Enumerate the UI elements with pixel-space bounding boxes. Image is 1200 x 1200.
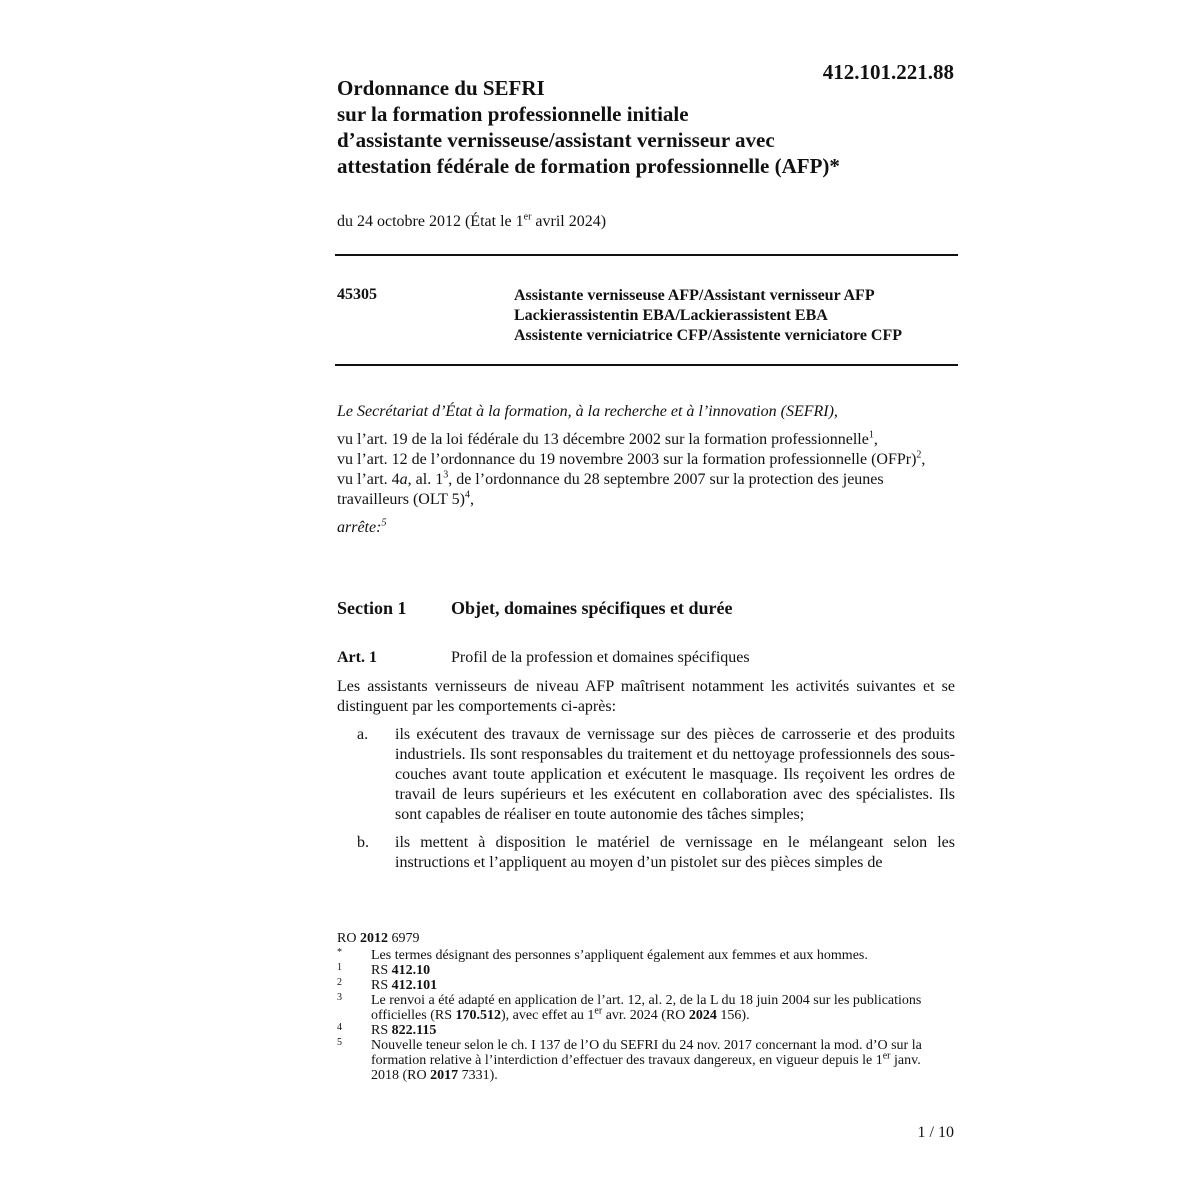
legal-basis-3: vu l’art. 4a, al. $1^3$, de l’ordonnance du 28 septembre 2007 sur la protection des jeunes travailleurs (OLT 5)$^4$, [337, 469, 884, 508]
footnote-link[interactable]: 412.10 [391, 963, 431, 978]
footnote-mark: 3 [337, 992, 342, 1003]
footnote-text: janv. 2018 (RO [371, 1053, 921, 1083]
preamble [337, 402, 959, 538]
footnote-link[interactable]: 822.115 [391, 1023, 437, 1038]
legal-basis-1: vu l’art. 19 de la loi fédérale du 13 décembre 2002 sur la formation professionnelle$^1$, [337, 429, 878, 448]
horizontal-rule [335, 364, 958, 366]
date-text-end: avril 2024) [531, 213, 607, 230]
footnote-ref[interactable]: 1 [868, 429, 874, 441]
list-item-text: ils mettent à disposition le matériel de vernissage en le mélangeant selon les instructions et l’appliquent au moyen d’un pistolet sur des pièces simples de [395, 834, 955, 871]
date-text: du 24 octobre 2012 (État le 1 [337, 213, 524, 230]
legal-basis-2: vu l’art. 12 de l’ordonnance du 19 novembre 2003 sur la formation professionnelle (OFPr)$^2$, [337, 449, 926, 468]
designation-fr: Assistante vernisseuse AFP/Assistant vernisseur AFP [514, 287, 875, 304]
footnote-ref[interactable]: 4 [464, 489, 470, 501]
decision-clause [337, 518, 959, 538]
ro-year: 2012 [359, 931, 388, 946]
footnote-text: RS [371, 963, 392, 978]
footnote [337, 1023, 947, 1038]
ro-page: 6979 [387, 931, 420, 946]
footnote-text: Nouvelle teneur selon le ch. I 137 de l’O du SEFRI du 24 nov. 2017 concernant la mod. d’O sur la formation relative à l’interdiction d’effectuer des travaux dangereux, en vigueur depuis le 1 [371, 1038, 922, 1068]
footnote-superscript: er [594, 1005, 603, 1017]
section-label: Section 1 [337, 598, 407, 618]
footnote-mark: * [337, 947, 342, 958]
legal-basis-italic: a [399, 471, 408, 488]
profession-designations [514, 286, 902, 346]
list-item-label: a. [357, 726, 369, 743]
footnote-text: avr. 2024 (RO [602, 1008, 689, 1023]
document-title [337, 75, 937, 179]
document-date [337, 213, 606, 231]
footnote-link[interactable]: 170.512 [455, 1008, 502, 1023]
issuing-authority: Le Secrétariat d’État à la formation, à la recherche et à l’innovation (SEFRI), [337, 403, 838, 420]
article-heading [337, 649, 750, 667]
footnote-link[interactable]: 412.101 [391, 978, 438, 993]
legal-basis-text: vu l’art. 4 [337, 471, 400, 488]
designation-de: Lackierassistentin EBA/Lackierassistent EBA [514, 307, 828, 324]
legal-basis-text: vu l’art. 12 de l’ordonnance du 19 novembre 2003 sur la formation professionnelle (OFPr) [337, 451, 917, 468]
horizontal-rule [335, 254, 958, 256]
footnotes [337, 931, 947, 1083]
legal-basis-text: , al. 1 [407, 471, 444, 488]
list-item [337, 725, 955, 825]
footnote-text: 7331). [458, 1068, 498, 1083]
footnote-ref[interactable]: 2 [916, 449, 922, 461]
footnote-text: Les termes désignant des personnes s’appliquent également aux femmes et aux hommes. [371, 948, 868, 963]
footnote [337, 993, 947, 1023]
legal-basis-text: , de l’ordonnance du 28 septembre 2007 sur la protection des jeunes travailleurs (OLT 5) [337, 471, 884, 508]
section-title: Objet, domaines spécifiques et durée [451, 598, 733, 618]
footnote [337, 978, 947, 993]
page-number: 1 / 10 [917, 1124, 954, 1141]
legal-basis-text: vu l’art. 19 de la loi fédérale du 13 décembre 2002 sur la formation professionnelle [337, 431, 869, 448]
title-line: Ordonnance du SEFRI [337, 76, 545, 100]
title-line: attestation fédérale de formation professionnelle (AFP)* [337, 154, 840, 178]
footnote-text: ), avec effet au 1 [501, 1008, 595, 1023]
footnote-link[interactable]: 2017 [430, 1068, 459, 1083]
list-item [337, 833, 955, 873]
footnote-link[interactable]: 2024 [688, 1008, 717, 1023]
footnote [337, 948, 947, 963]
footnote-text: 156). [716, 1008, 750, 1023]
list-item-text: ils exécutent des travaux de vernissage sur des pièces de carrosserie et des produits industriels. Ils sont responsables du traitement et du nettoyage professionnels des sous-couches avant toute application et exécutent le masquage. Ils reçoivent les ordres de travail de leurs supérieurs et les exécutent en collaboration avec des spécialistes. Ils sont capables de réaliser en toute autonomie des tâches simples; [395, 726, 955, 823]
footnote-superscript: er [882, 1050, 891, 1062]
footnote-ref[interactable]: 3 [443, 469, 449, 481]
footnote-mark: 4 [337, 1022, 342, 1033]
article-label: Art. 1 [337, 649, 377, 666]
decision-text: arrête: [337, 519, 382, 536]
article-body [337, 677, 955, 881]
section-heading [337, 598, 733, 619]
article-list [337, 725, 955, 873]
footnote [337, 963, 947, 978]
date-superscript: er [523, 211, 532, 223]
profession-code: 45305 [337, 286, 377, 303]
ro-prefix: RO [337, 931, 360, 946]
footnote-mark: 1 [337, 962, 342, 973]
footnote-mark: 2 [337, 977, 342, 988]
footnote [337, 1038, 947, 1083]
article-title: Profil de la profession et domaines spécifiques [451, 649, 750, 666]
article-intro: Les assistants vernisseurs de niveau AFP maîtrisent notamment les activités suivantes et se distinguent par les comportements ci-après: [337, 678, 955, 715]
official-compilation-ref [337, 931, 947, 946]
footnote-ref[interactable]: 5 [381, 517, 387, 529]
footnote-text: RS [371, 1023, 392, 1038]
list-item-label: b. [357, 834, 369, 851]
sr-number: 412.101.221.88 [822, 60, 954, 84]
title-line: sur la formation professionnelle initiale [337, 102, 689, 126]
footnote-text: Le renvoi a été adapté en application de l’art. 12, al. 2, de la L du 18 juin 2004 sur les publications officielles (RS [371, 993, 922, 1023]
footnote-mark: 5 [337, 1037, 342, 1048]
designation-it: Assistente verniciatrice CFP/Assistente verniciatore CFP [514, 327, 903, 344]
title-line: d’assistante vernisseuse/assistant vernisseur avec [337, 128, 775, 152]
footnote-text: RS [371, 978, 392, 993]
